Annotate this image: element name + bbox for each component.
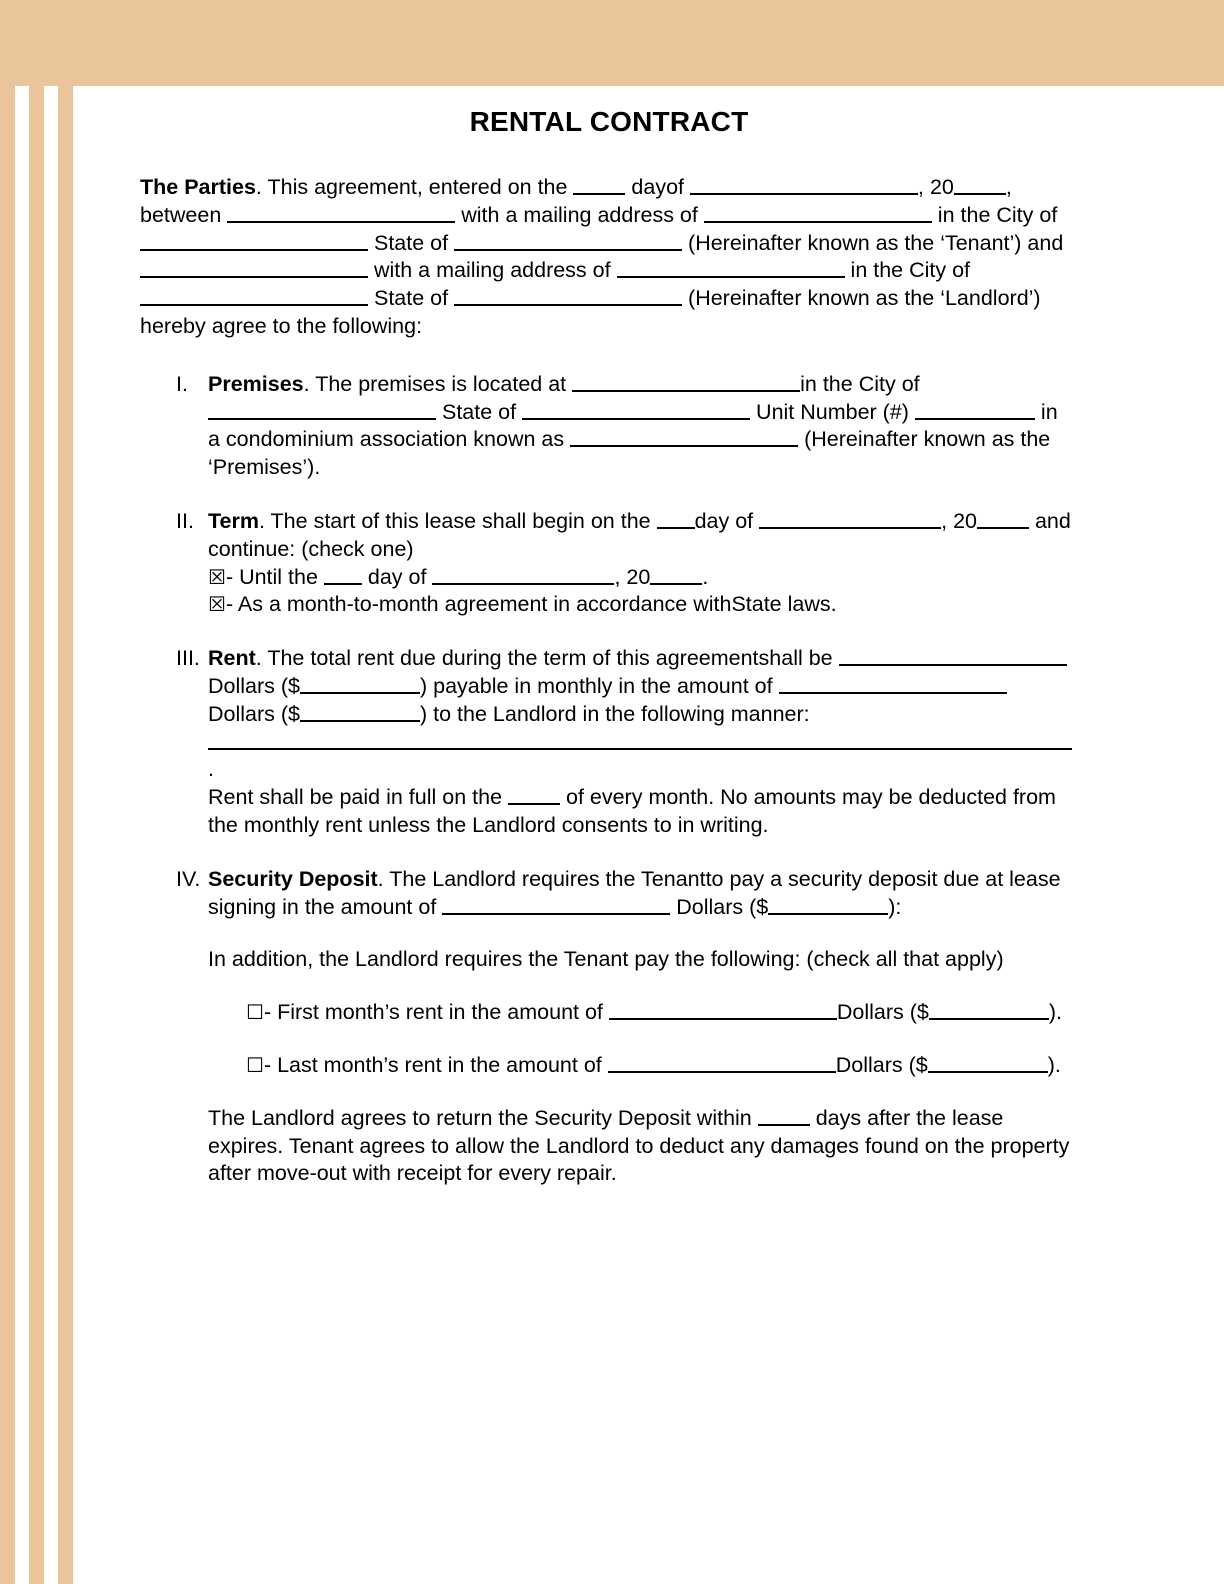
blank-start-year[interactable] (977, 508, 1029, 529)
blank-month[interactable] (690, 174, 918, 195)
blank-tenant-state[interactable] (454, 230, 682, 251)
term-text-3: , 20 (941, 508, 977, 533)
border-stripe-2 (29, 0, 44, 1584)
blank-end-day[interactable] (324, 564, 362, 585)
parties-text-7: State of (368, 230, 455, 255)
blank-last-month-amount[interactable] (928, 1052, 1048, 1073)
deposit-text-1: . The Landlord requires the Tenantto pay a security deposit due at lease signing in the amount of (208, 866, 1061, 919)
term-option-month-to-month[interactable] (208, 591, 1072, 619)
parties-text-2: dayof (625, 175, 690, 199)
deposit-option1-text-1: - First month’s rent in the amount of (263, 1000, 609, 1025)
deposit-option2-text-1: - Last month’s rent in the amount of (263, 1052, 608, 1077)
term-option1-text-4: . (702, 564, 709, 589)
clause-security-deposit (140, 866, 1072, 1188)
term-option2-text: - As a month-to-month agreement in accordance withState laws. (225, 592, 837, 617)
premises-paragraph (208, 371, 1072, 482)
blank-tenant-city[interactable] (140, 230, 368, 251)
blank-payment-manner[interactable] (208, 729, 1072, 750)
checkbox-empty-icon[interactable]: ☐ (246, 1000, 264, 1025)
blank-total-rent-amount[interactable] (300, 673, 420, 694)
rent-text-4: Dollars ($ (208, 701, 300, 726)
deposit-addition-paragraph: In addition, the Landlord requires the Tenant pay the following: (check all that apply) (208, 947, 1004, 972)
clause-body-4 (208, 866, 1072, 1188)
border-top-band (0, 0, 1224, 86)
border-stripe-3 (58, 0, 73, 1584)
blank-total-rent-words[interactable] (839, 645, 1067, 666)
deposit-closing-text-2: days after the lease expires. Tenant agrees to allow the Landlord to deduct any damages found on the property after move-out with receipt for every repair. (208, 1105, 1070, 1186)
clause-numeral-4: IV. (176, 866, 201, 891)
parties-text-3: , 20 (918, 175, 954, 199)
deposit-closing-text-1: The Landlord agrees to return the Security Deposit within (208, 1105, 758, 1130)
blank-day[interactable] (573, 174, 625, 195)
blank-tenant-address[interactable] (704, 202, 932, 223)
checkbox-checked-icon[interactable]: ☒ (208, 592, 226, 617)
rent-text-7: Rent shall be paid in full on the (208, 785, 509, 810)
blank-landlord-address[interactable] (617, 257, 845, 278)
blank-landlord-name[interactable] (140, 257, 368, 278)
deposit-option2-text-2: Dollars ($ (835, 1052, 928, 1077)
clause-body-1 (208, 371, 1072, 482)
blank-end-month[interactable] (432, 564, 614, 585)
parties-text-12: (Hereinafter known as the ‘Landlord’) hereby agree to the following: (140, 286, 1041, 338)
deposit-heading: Security Deposit (208, 866, 378, 891)
rent-text-2: Dollars ($ (208, 673, 300, 698)
page-sheet (73, 86, 1224, 1584)
checkbox-empty-icon[interactable]: ☐ (246, 1052, 264, 1077)
parties-paragraph (140, 174, 1072, 341)
blank-unit-number[interactable] (915, 399, 1035, 420)
premises-text-5: in a condominium association known as (208, 399, 1058, 452)
clause-body-2 (208, 508, 1072, 619)
deposit-text-2: Dollars ($ (670, 894, 769, 919)
rent-text-3: ) payable in monthly in the amount of (420, 673, 779, 698)
premises-text-2: in the City of (800, 371, 920, 396)
rent-heading: Rent (208, 646, 256, 671)
parties-heading: The Parties (140, 175, 256, 199)
deposit-text-3: ): (888, 894, 902, 919)
blank-end-year[interactable] (650, 564, 702, 585)
blank-landlord-state[interactable] (454, 285, 682, 306)
clause-numeral-1: I. (176, 371, 188, 396)
blank-tenant-name[interactable] (227, 202, 455, 223)
term-text-2: day of (694, 508, 760, 533)
premises-text-4: Unit Number (#) (750, 399, 915, 424)
border-stripe-1 (0, 0, 15, 1584)
rent-paragraph (208, 645, 1072, 728)
premises-text-3: State of (436, 399, 523, 424)
premises-heading: Premises (208, 371, 304, 396)
blank-premises-address[interactable] (572, 371, 800, 392)
deposit-return-paragraph (208, 1105, 1072, 1188)
blank-first-month-words[interactable] (609, 999, 837, 1020)
parties-text-6: in the City of (931, 202, 1058, 227)
blank-deposit-words[interactable] (442, 894, 670, 915)
blank-condo-association[interactable] (570, 426, 798, 447)
blank-landlord-city[interactable] (140, 285, 368, 306)
premises-text-1: . The premises is located at (303, 371, 573, 396)
rent-text-6: . (208, 757, 214, 782)
term-heading: Term (208, 508, 259, 533)
clause-term (140, 508, 1072, 619)
rent-due-paragraph (208, 784, 1072, 840)
parties-text-4: , between (140, 175, 1012, 227)
blank-start-day[interactable] (657, 508, 695, 529)
deposit-option-first-month[interactable] (208, 999, 1072, 1027)
term-option-until[interactable] (208, 564, 1072, 592)
clause-body-3 (208, 645, 1072, 840)
blank-monthly-rent-amount[interactable] (300, 701, 420, 722)
parties-text-10: in the City of (844, 258, 971, 283)
blank-monthly-rent-words[interactable] (779, 673, 1007, 694)
parties-text-9: with a mailing address of (368, 258, 617, 283)
parties-text-1: . This agreement, entered on the (255, 175, 574, 199)
parties-text-11: State of (368, 286, 455, 311)
clause-numeral-2: II. (176, 508, 194, 533)
blank-premises-city[interactable] (208, 399, 436, 420)
clause-rent (140, 645, 1072, 840)
deposit-paragraph (208, 866, 1072, 922)
rent-text-5: ) to the Landlord in the following manner: (420, 701, 810, 726)
term-paragraph (208, 508, 1072, 564)
deposit-option1-text-2: Dollars ($ (836, 1000, 929, 1025)
parties-text-8: (Hereinafter known as the ‘Tenant’) and (682, 230, 1064, 255)
document-content (140, 106, 1072, 1214)
deposit-option1-text-3: ). (1048, 1000, 1063, 1025)
checkbox-checked-icon[interactable]: ☒ (208, 564, 226, 589)
blank-deposit-amount[interactable] (768, 894, 888, 915)
premises-text-6: (Hereinafter known as the ‘Premises’). (208, 427, 1051, 480)
rent-text-1: . The total rent due during the term of this agreementshall be (255, 646, 839, 671)
blank-last-month-words[interactable] (608, 1052, 836, 1073)
rent-text-8: of every month. No amounts may be deducted from the monthly rent unless the Landlord consents to in writing. (208, 785, 1056, 837)
blank-start-month[interactable] (759, 508, 941, 529)
deposit-option2-text-3: ). (1047, 1052, 1061, 1077)
blank-rent-due-date[interactable] (508, 784, 560, 805)
clause-premises (140, 371, 1072, 482)
term-option1-text-1: - Until the (225, 564, 324, 589)
page-title: RENTAL CONTRACT (469, 106, 749, 137)
deposit-option-last-month[interactable] (208, 1052, 1072, 1080)
parties-text-5: with a mailing address of (455, 202, 704, 227)
clause-numeral-3: III. (176, 646, 200, 671)
blank-year[interactable] (954, 174, 1006, 195)
term-option1-text-2: day of (361, 564, 433, 589)
term-text-4: and continue: (check one) (208, 508, 1071, 561)
rent-manner-line (208, 729, 1072, 785)
blank-return-days[interactable] (758, 1105, 810, 1126)
term-option1-text-3: , 20 (614, 564, 651, 589)
term-text-1: . The start of this lease shall begin on the (258, 508, 657, 533)
blank-first-month-amount[interactable] (929, 999, 1049, 1020)
blank-premises-state[interactable] (522, 399, 750, 420)
